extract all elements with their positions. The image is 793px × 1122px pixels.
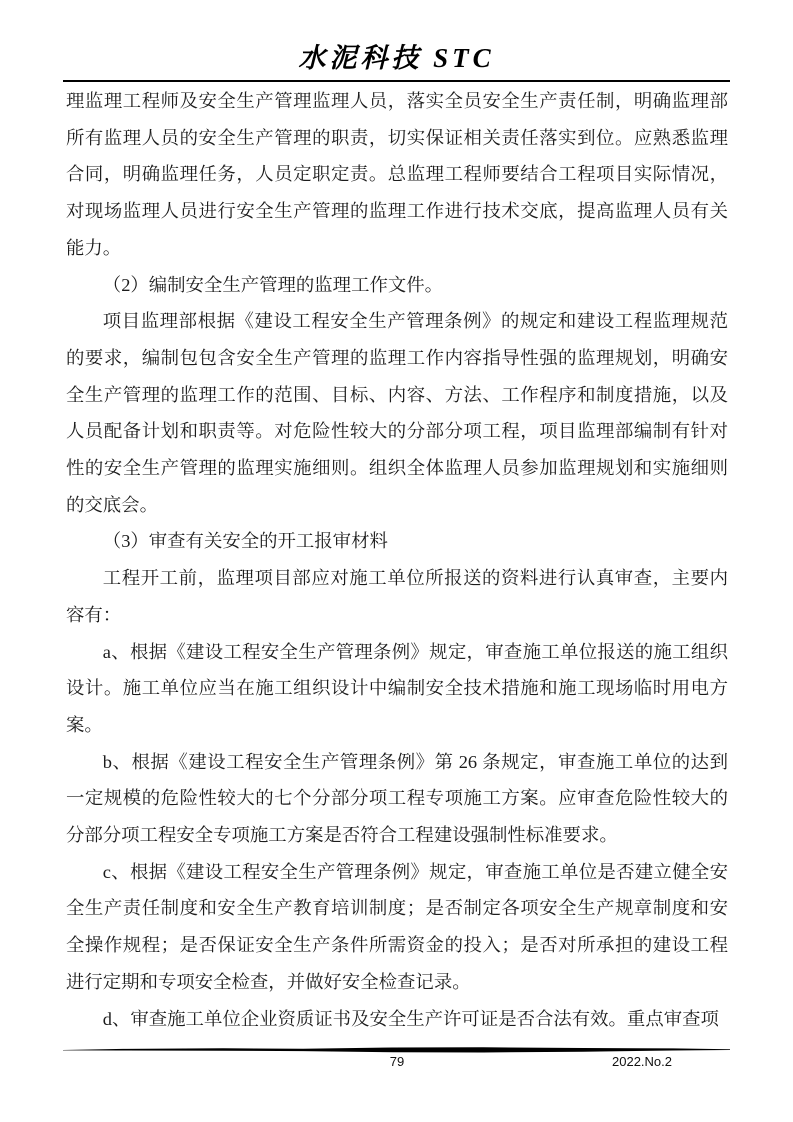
body-paragraph: 工程开工前，监理项目部应对施工单位所报送的资料进行认真审查，主要内容有： bbox=[66, 568, 728, 625]
body-paragraph: b、根据《建设工程安全生产管理条例》第 26 条规定，审查施工单位的达到一定规模的危险性较大的七个分部分项工程专项施工方案。应审查危险性较大的分部分项工程安全专项施工方案是否符合工程建设强制性标准要求。 bbox=[66, 751, 728, 846]
header-rule bbox=[63, 80, 730, 82]
body-paragraph: c、根据《建设工程安全生产管理条例》规定，审查施工单位是否建立健全安全生产责任制度和安全生产教育培训制度；是否制定各项安全生产规章制度和安全操作规程；是否保证安全生产条件所需资金的投入；是否对所承担的建设工程进行定期和专项安全检查，并做好安全检查记录。 bbox=[66, 861, 728, 992]
journal-title: 水泥科技 STC bbox=[298, 43, 495, 73]
body-paragraph: （2）编制安全生产管理的监理工作文件。 bbox=[102, 274, 444, 295]
body-paragraph: （3）审查有关安全的开工报审材料 bbox=[102, 531, 388, 552]
footer-rule bbox=[63, 1047, 730, 1054]
body-paragraph: a、根据《建设工程安全生产管理条例》规定，审查施工单位报送的施工组织设计。施工单位应当在施工组织设计中编制安全技术措施和施工现场临时用电方案。 bbox=[66, 641, 728, 735]
body-paragraph: 项目监理部根据《建设工程安全生产管理条例》的规定和建设工程监理规范的要求，编制包包含安全生产管理的监理工作内容指导性强的监理规划，明确安全生产管理的监理工作的范围、目标、内容、方法、工作程序和制度措施，以及人员配备计划和职责等。对危险性较大的分部分项工程，项目监理部编制有针对性的安全生产管理的监理实施细则。组织全体监理人员参加监理规划和实施细则的交底会。 bbox=[66, 311, 728, 515]
page-number: 79 bbox=[389, 1054, 405, 1069]
issue-number: 2022.No.2 bbox=[612, 1054, 672, 1069]
body-paragraph: d、审查施工单位企业资质证书及安全生产许可证是否合法有效。重点审查项 bbox=[102, 1008, 719, 1029]
body-paragraph: 理监理工程师及安全生产管理监理人员，落实全员安全生产责任制，明确监理部所有监理人员的安全生产管理的职责，切实保证相关责任落实到位。应熟悉监理合同，明确监理任务，人员定职定责。总监理工程师要结合工程项目实际情况，对现场监理人员进行安全生产管理的监理工作进行技术交底，提高监理人员有关能力。 bbox=[66, 91, 728, 258]
document-body bbox=[66, 83, 728, 1037]
page-footer bbox=[66, 1054, 728, 1074]
